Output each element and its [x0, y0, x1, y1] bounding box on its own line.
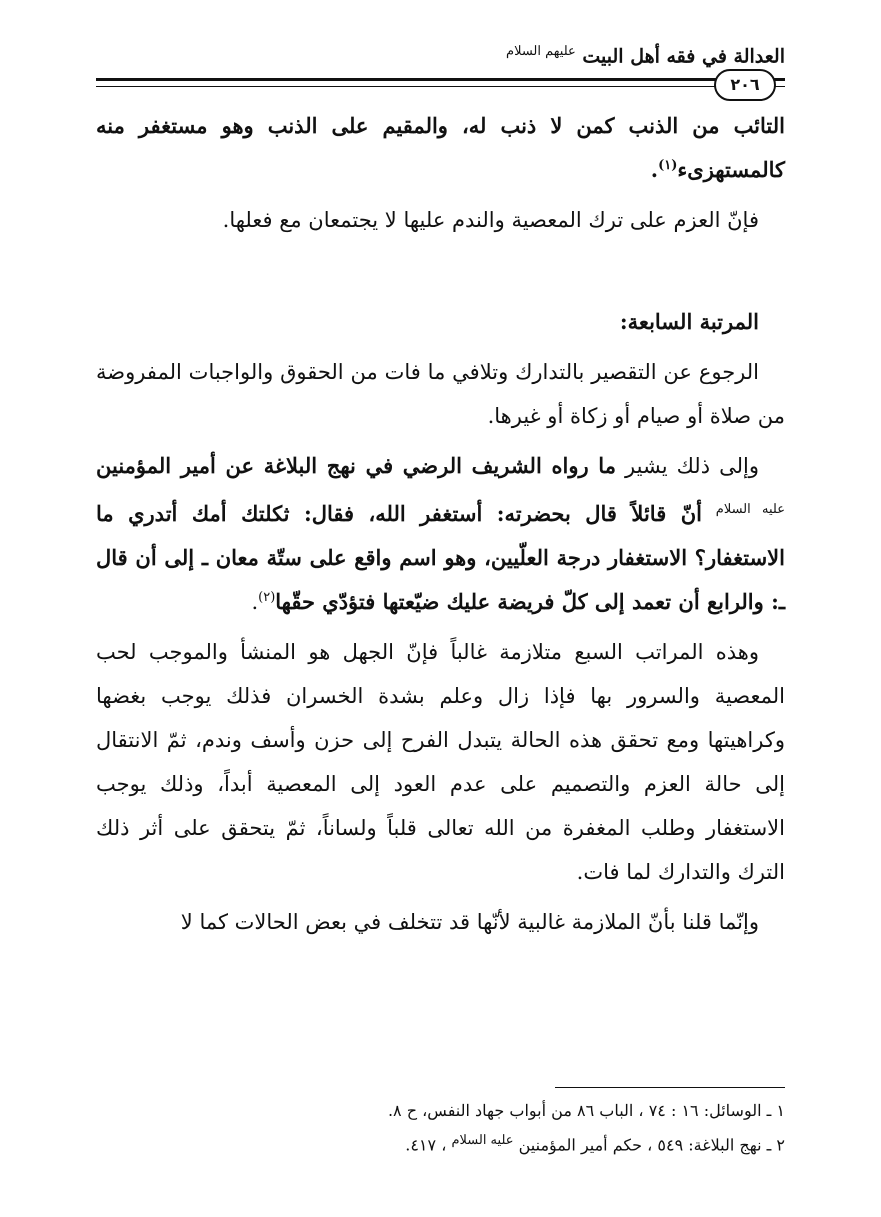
quote-text: أنّ قائلاً قال بحضرته: أستغفر الله، فقال: ثكلتك أمك أتدري ما الاستغفار؟ الاستغفار درجة العلّيين، وهو اسم واقع على ستّة معان ـ إلى أن قال ـ: والرابع أن تعمد إلى كلّ فريضة عليك ضيّعتها فتؤدّي حقّها [96, 501, 785, 614]
footnote-separator [555, 1087, 785, 1088]
footnote-2-text: ٢ ـ نهج البلاغة: ٥٤٩ ، حكم أمير المؤمنين [518, 1135, 785, 1155]
paragraph-correlation: وإنّما قلنا بأنّ الملازمة غالبية لأنّها قد تتخلف في بعض الحالات كما لا [180, 910, 759, 934]
header-honorific: عليهم السلام [506, 44, 576, 59]
quote-source: ما رواه الشريف الرضي في نهج البلاغة عن أمير المؤمنين [96, 453, 616, 478]
header-rule-thin [96, 86, 785, 87]
header-title-text: العدالة في فقه أهل البيت [582, 45, 785, 68]
footnote-ref-2[interactable]: (٢) [258, 590, 276, 605]
header-rule-thick [96, 78, 785, 81]
footnote-2 [96, 1126, 785, 1160]
footnote-2-honorific: عليه السلام [451, 1133, 514, 1148]
paragraph-resolve: فإنّ العزم على ترك المعصية والندم عليها لا يجتمعان مع فعلها. [222, 208, 759, 232]
punctuation: . [251, 590, 259, 614]
footnote-2-end: ، ٤١٧. [405, 1135, 447, 1155]
hadith-text: التائب من الذنب كمن لا ذنب له، والمقيم على الذنب وهو مستغفر منه كالمستهزىء [96, 113, 785, 182]
page-number-badge: ٢٠٦ [714, 69, 776, 101]
footnote-ref-1[interactable]: (١) [658, 158, 678, 173]
punctuation: . [650, 157, 659, 182]
running-header-title [385, 34, 785, 74]
paragraph-rectification: الرجوع عن التقصير بالتدارك وتلافي ما فات من الحقوق والواجبات المفروضة من صلاة أو صيام أو زكاة أو غيرها. [96, 360, 785, 428]
main-text [96, 104, 785, 944]
quote-intro: وإلى ذلك يشير [625, 454, 759, 478]
footnote-1: ١ ـ الوسائل: ١٦ : ٧٤ ، الباب ٨٦ من أبواب جهاد النفس، ح ٨. [387, 1101, 785, 1120]
paragraph-seven-ranks: وهذه المراتب السبع متلازمة غالباً فإنّ الجهل هو المنشأ والموجب لحب المعصية والسرور بها فإذا زال وعلم بشدة الخسران فذلك يوجب بغضها وكراهيتها ومع تحقق هذه الحالة يتبدل الفرح إلى حزن وأسف وندم، ثمّ الانتقال إلى حالة العزم والتصميم على عدم العود إلى المعصية أبداً، وذلك يوجب الاستغفار وطلب المغفرة من الله تعالى قلباً ولساناً، ثمّ يتحقق على أثر ذلك الترك والتدارك لما فات. [96, 640, 785, 884]
section-heading-seventh-rank: المرتبة السابعة: [619, 309, 759, 334]
paragraph-hadith-continuation [96, 104, 785, 192]
footnotes [96, 1096, 785, 1160]
honorific-inline: عليه السلام [715, 502, 785, 517]
paragraph-nahj-quote [96, 444, 785, 624]
